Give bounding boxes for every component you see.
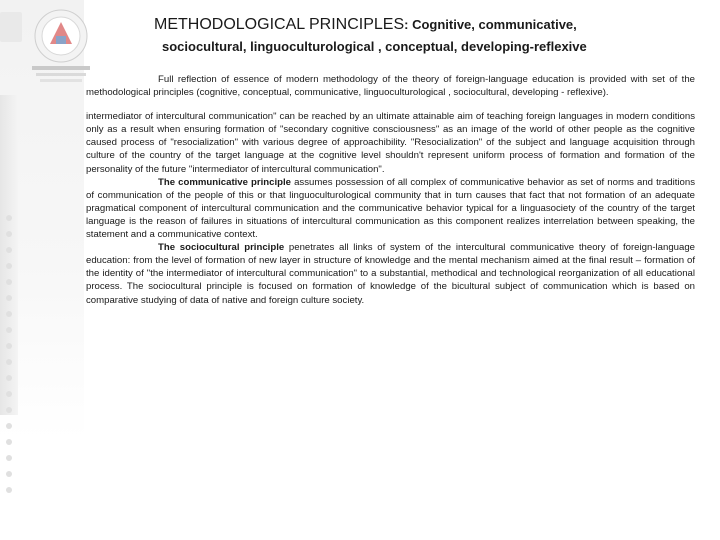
heading-sociocultural-principle: The sociocultural principle xyxy=(158,242,285,254)
decorative-side-bar xyxy=(0,95,18,415)
title-subtitle-part2: sociocultural, linguoculturological , conceptual, developing-reflexive xyxy=(162,39,587,54)
text-communicative-principle: assumes possession of all complex of communicative behavior as set of norms and traditions of communication of the people of this or that linguoculturological community that in turn causes that fact that not formation of an adequate pragmatical component of intercultural communication and the communicative behavior typical for a linguasociety of the country of the target language is the reason of failures in situations of intercultural communication as this component realizes interrelation between speaking, the statement and a communicative context. xyxy=(86,176,696,241)
body-text xyxy=(86,73,695,307)
title-subtitle-part1: : Cognitive, communicative, xyxy=(404,17,577,32)
paragraph-sociocultural xyxy=(86,241,695,306)
decorative-dots xyxy=(4,215,14,505)
title-main: METHODOLOGICAL PRINCIPLES xyxy=(154,16,405,33)
emblem-fragment xyxy=(0,12,22,42)
heading-communicative-principle: The communicative principle xyxy=(158,176,292,188)
paragraph-communicative xyxy=(86,176,695,241)
paragraph-intro: Full reflection of essence of modern methodology of the theory of foreign-language education is provided with set of the methodological principles (cognitive, conceptual, communicative, linguoculturological , sociocultural, developing - reflexive). xyxy=(86,74,695,99)
page-title xyxy=(154,15,674,35)
text-sociocultural-principle: penetrates all links of system of the intercultural communicative theory of foreign-language education: from the level of formation of new layer in structure of knowledge and the mental mechanism aimed at the final result – formation of the identity of "the intermediator of intercultural communication" to a substantial, methodical and technological reorganization of all educational process. The sociocultural principle is focused on formation of knowledge of the bicultural subject of communication which is based on comparative studying of data of native and foreign culture society. xyxy=(86,242,695,306)
university-logo xyxy=(28,6,94,86)
paragraph-cognitive: intermediator of intercultural communication" can be reached by an ultimate attainable aim of teaching foreign languages in modern conditions only as a result when ensuring formation of "secondary cognitive consciousness" as an image of the world of other people as the cognitive caused process of "resocialization" with various degree of approachibility. "Resocialization" of the subject and language acquisition through culture of the country of the target language at the cognitive level shouldn't represent uniform process of formation and formation of the personality of the future "intermediator of intercultural communication". xyxy=(86,111,695,175)
